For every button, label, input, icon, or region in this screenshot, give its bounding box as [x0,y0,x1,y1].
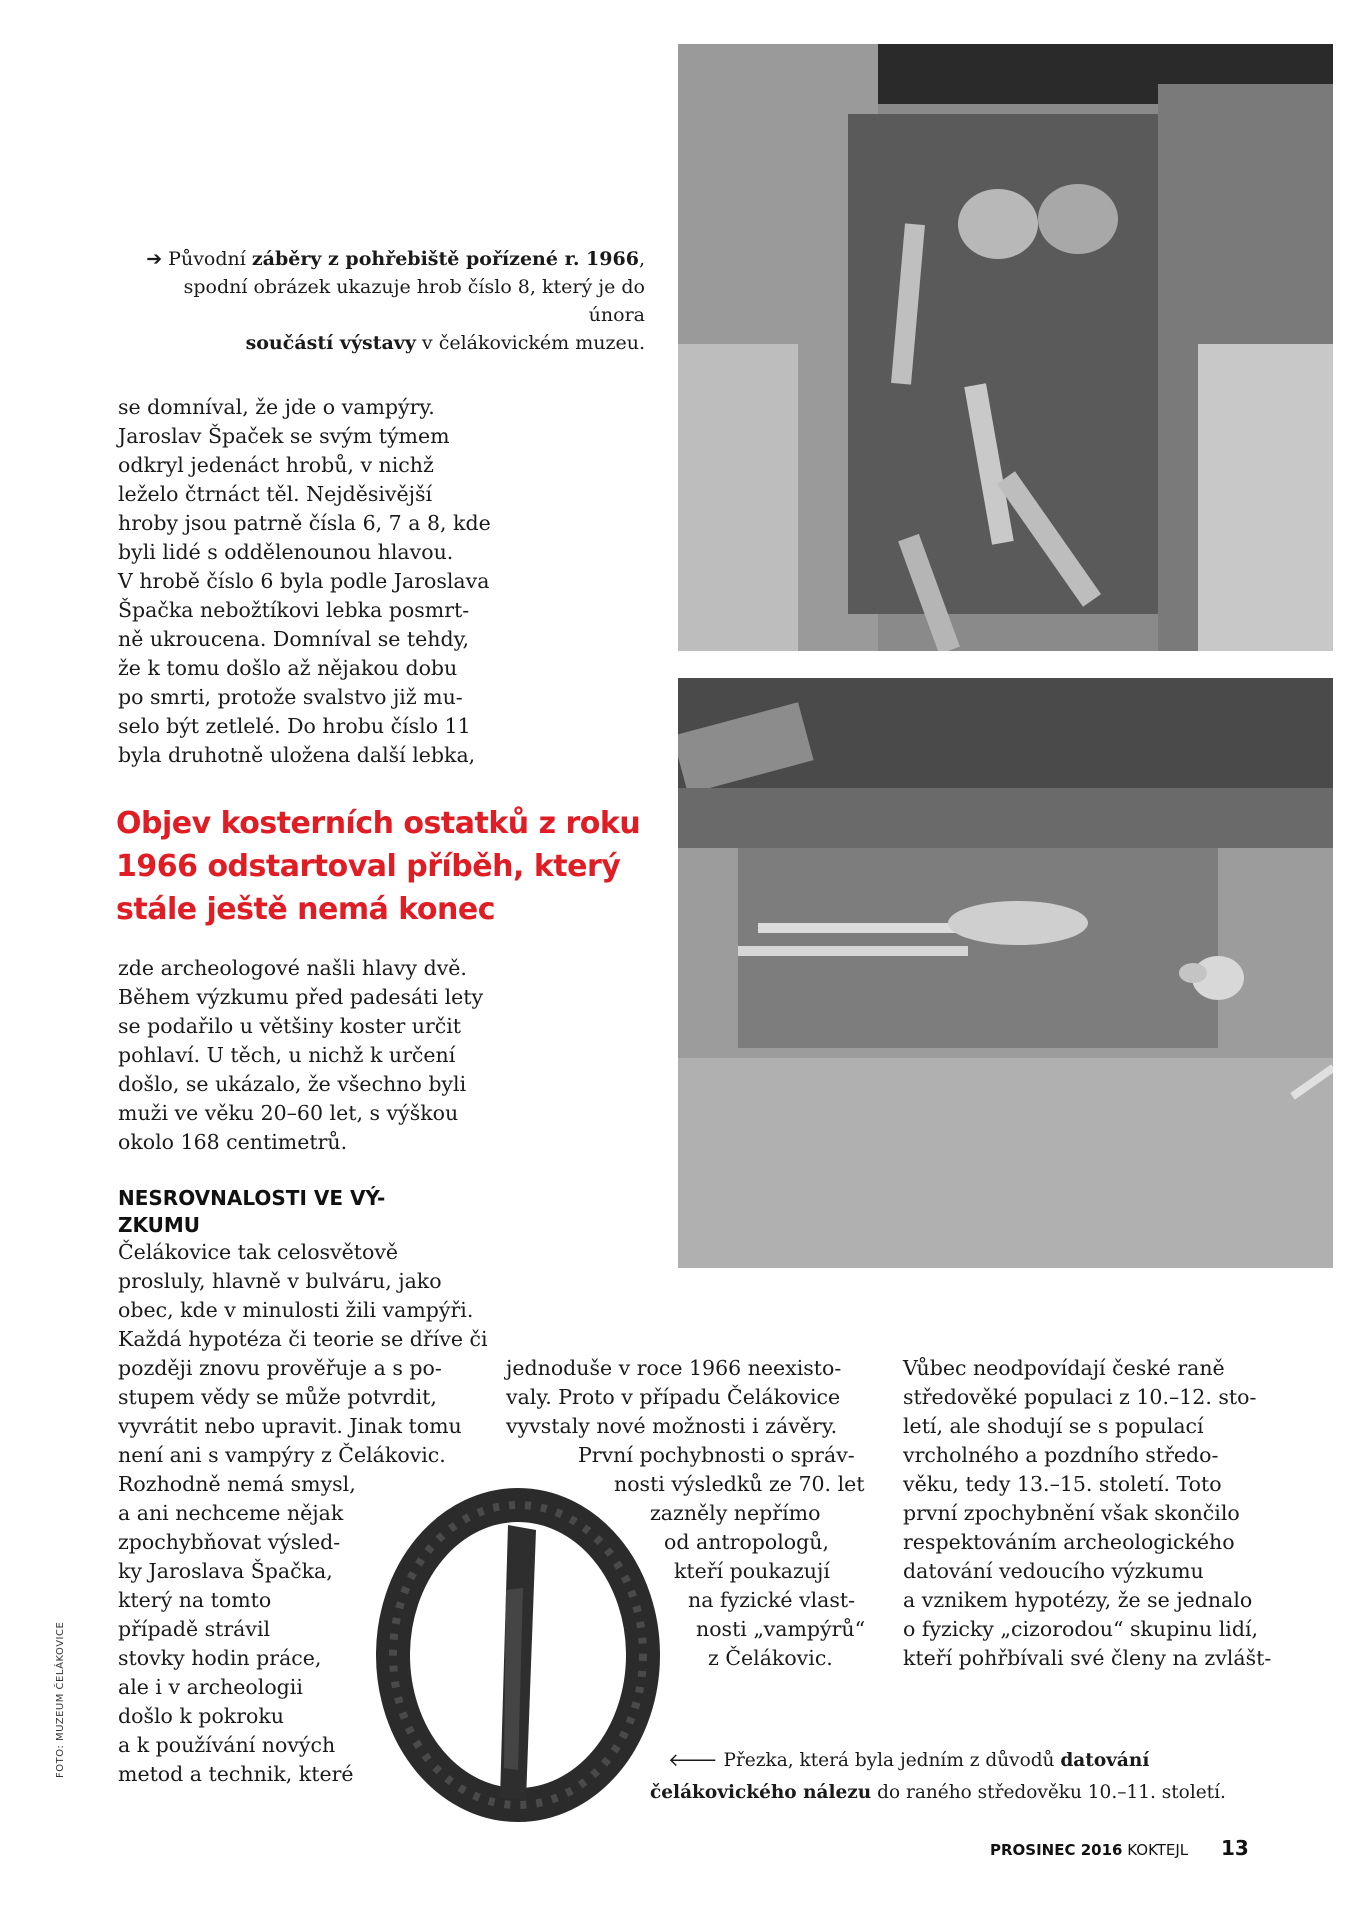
grave-photo-bottom [678,678,1333,1268]
caption-top: ➔ Původní záběry z pohřebiště pořízené r. 1966, spodní obrázek ukazuje hrob číslo 8, který je do února součástí výstavy v čelákovickém muzeu. [146,248,645,354]
arrow-left-icon: 🡐 [668,1750,718,1771]
photo-credit: FOTO: MUZEUM ČELÁKOVICE [55,1621,66,1778]
issue-date: PROSINEC 2016 [990,1841,1123,1859]
column2-text: jednoduše v roce 1966 neexisto- valy. Proto v případu Čelákovice vyvstaly nové možnosti i závěry. První pochybnosti o správ- nosti výsledků ze 70. let zazněly nepřímo od antropologů, kteří poukazují na fyzické vlast- nosti „vampýrů“ z Čelákovic. [506,1356,866,1670]
grave-photo-top [678,44,1333,651]
pull-quote: Objev kosterních ostatků z roku 1966 odstartoval příběh, který stále ještě nemá konec [116,806,641,927]
caption-bottom: 🡐 Přezka, která byla jedním z důvodů datování čelákovického nálezu do raného středověku 10.–11. století. [650,1750,1226,1803]
column3-text: Vůbec neodpovídají české raně středověké populaci z 10.–12. sto- letí, ale shodují se s populací vrcholného a pozdního středo- věku, tedy 13.–15. století. Toto první zpochybnění však skončilo respektováním archeologického datování vedoucího výzkumu a vznikem hypotézy, že se jednalo o fyzicky „cizorodou“ skupinu lidí, kteří pohřbívali své členy na zvlášt- [903,1356,1272,1670]
column1-bottom-text: Čelákovice tak celosvětově prosluly, hlavně v bulváru, jako obec, kde v minulosti žili vampýři. Každá hypotéza či teorie se dříve či později znovu prověřuje a s po- stupem vědy se může potvrdit, vyvrátit nebo upravit. Jinak tomu není ani s vampýry z Čelákovic. Rozhodně nemá smysl, a ani nechceme nějak zpochybňovat výsled- ky Jaroslava Špačka, který na tomto případě strávil stovky hodin práce, ale i v archeologii došlo k pokroku a k používání nových metod a technik, které [118,1240,488,1786]
arrow-right-icon: ➔ [146,248,163,270]
page-number: 13 [1220,1836,1249,1860]
column1-mid-text: zde archeologové našli hlavy dvě. Během výzkumu před padesáti lety se podařilo u většiny koster určit pohlaví. U těch, u nichž k určení došlo, se ukázalo, že všechno byli muži ve věku 20–60 let, s výškou okolo 168 centimetrů. [118,956,484,1154]
magazine-name: KOKTEJL [1127,1841,1189,1859]
column1-top-text: se domníval, že jde o vampýry. Jaroslav Špaček se svým týmem odkryl jedenáct hrobů, v nichž leželo čtrnáct těl. Nejděsivější hroby jsou patrně čísla 6, 7 a 8, kde byli lidé s oddělenounou hlavou. V hrobě číslo 6 byla podle Jaroslava Špačka nebožtíkovi lebka posmrt- ně ukroucena. Domníval se tehdy, že k tomu došlo až nějakou dobu po smrti, protože svalstvo již mu- selo být zetlelé. Do hrobu číslo 11 byla druhotně uložena další lebka, [118,395,491,767]
page-footer [990,1836,1249,1860]
section-heading: NESROVNALOSTI VE VÝ- ZKUMU [118,1186,386,1237]
